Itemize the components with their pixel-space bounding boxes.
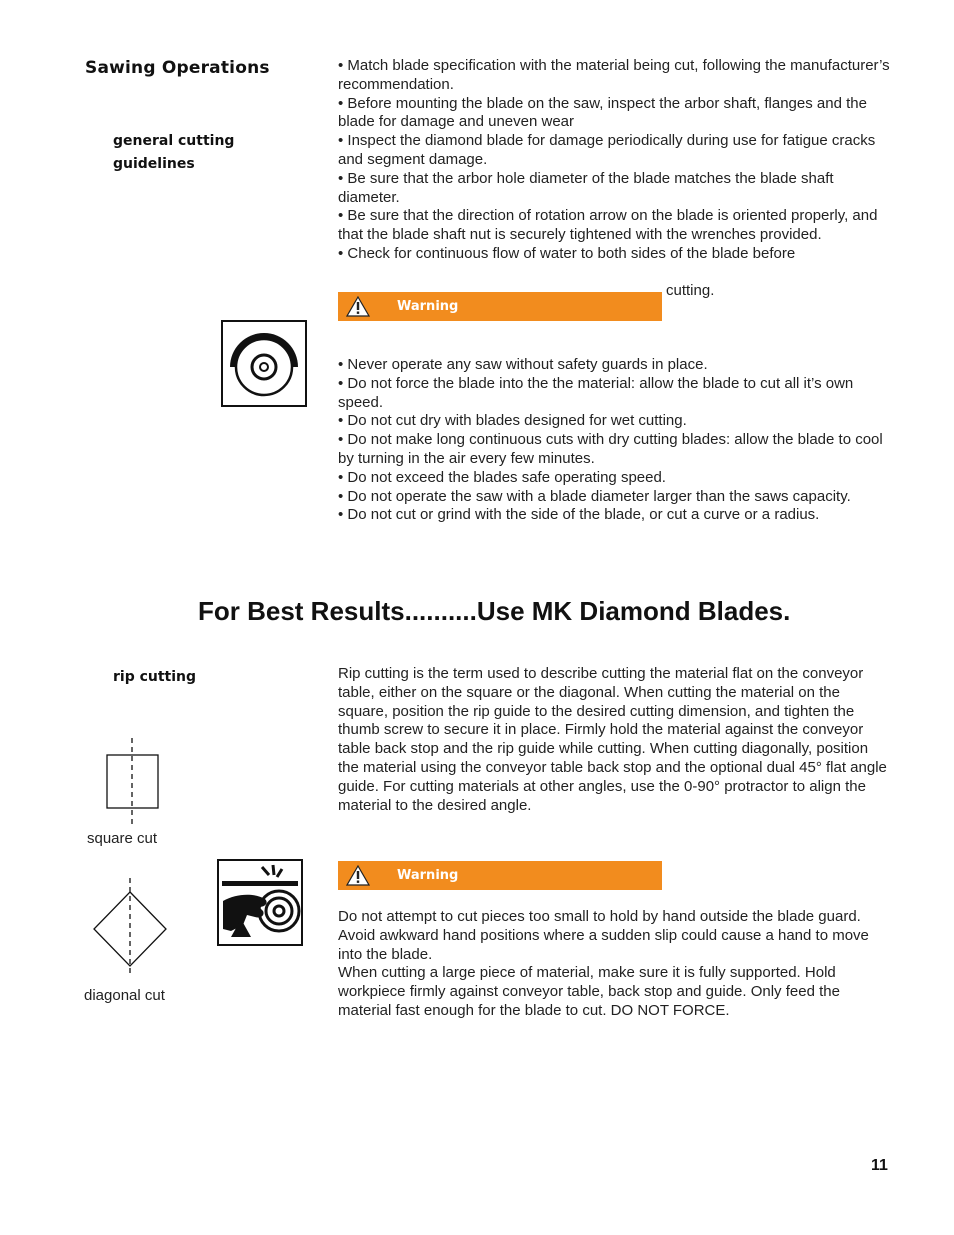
warning-banner [338,861,662,890]
hand-blade-hazard-icon [217,859,303,946]
blade-guard-icon [221,320,307,407]
warning-paragraphs [338,908,890,1021]
list-item: • Do not cut or grind with the side of the blade, or cut a curve or a radius. [338,506,820,524]
general-guidelines-subtitle [113,130,234,176]
warning-paragraph: Do not attempt to cut pieces too small to hold by hand outside the blade guard. Avoid awkward hand positions where a sudden slip could cause a hand to move into the blade. [338,908,869,963]
list-item: • Do not operate the saw with a blade diameter larger than the saws capacity. [338,487,851,505]
list-item: • Be sure that the direction of rotation arrow on the blade is oriented properly, and that the blade shaft nut is securely tightened with the wrenches provided. [338,207,878,244]
general-guidelines-subtitle-line1: general cutting [113,133,235,149]
warning-triangle-icon [346,296,370,317]
general-guidelines-subtitle-line2: guidelines [113,156,195,172]
square-cut-caption: square cut [87,830,158,847]
warning-banner [338,292,662,321]
square-cut-diagram [100,738,164,838]
warning-triangle-icon [346,865,370,886]
list-item: • Be sure that the arbor hole diameter of the blade matches the blade shaft diameter. [338,169,834,206]
list-item: • Check for continuous flow of water to both sides of the blade before [338,244,796,262]
list-item: • Inspect the diamond blade for damage periodically during use for fatigue cracks and segment damage. [338,132,876,168]
rip-cutting-paragraph: Rip cutting is the term used to describe cutting the material flat on the conveyor table, either on the square or the diagonal. When cutting the material on the square, position the rip guide to the desired cutting dimension, and tighten the thumb screw to secure it in place. Firmly hold the material against the conveyor table back stop and the rip guide while cutting. When cutting diagonally, position the material using the conveyor table back stop and the optional dual 45° flat angle guide. For cutting materials at other angles, use the 0-90° protractor to align the material to the desired angle. [338,665,887,814]
promo-banner: For Best Results..........Use MK Diamond Blades. [198,596,791,626]
rip-cutting-subtitle: rip cutting [113,669,197,685]
page-number: 11 [871,1157,888,1174]
list-item: • Do not exceed the blades safe operating speed. [338,468,666,486]
warning-paragraph: When cutting a large piece of material, make sure it is fully supported. Hold workpiece firmly against conveyor table, back stop and guide. Only feed the material fast enough for the blade to cut. DO NOT FORCE. [338,964,840,1019]
list-item: • Do not make long continuous cuts with dry cutting blades: allow the blade to cool by turning in the air every few minutes. [338,431,883,467]
list-item-tail: cutting. [666,282,715,299]
warning-list [338,356,898,525]
diagonal-cut-diagram [90,878,170,976]
list-item: • Before mounting the blade on the saw, inspect the arbor shaft, flanges and the blade for damage and uneven wear [338,94,867,131]
list-item: • Never operate any saw without safety guards in place. [338,356,708,373]
diagonal-cut-caption: diagonal cut [84,987,165,1004]
list-item: • Do not cut dry with blades designed for wet cutting. [338,412,687,430]
general-guidelines-list [338,57,898,264]
list-item: • Do not force the blade into the the material: allow the blade to cut all it’s own speed. [338,374,854,411]
list-item: • Match blade specification with the material being cut, following the manufacturer’s recommendation. [338,57,890,93]
section-title: Sawing Operations [85,58,270,78]
warning-label: Warning [397,868,459,883]
warning-label: Warning [397,299,459,314]
